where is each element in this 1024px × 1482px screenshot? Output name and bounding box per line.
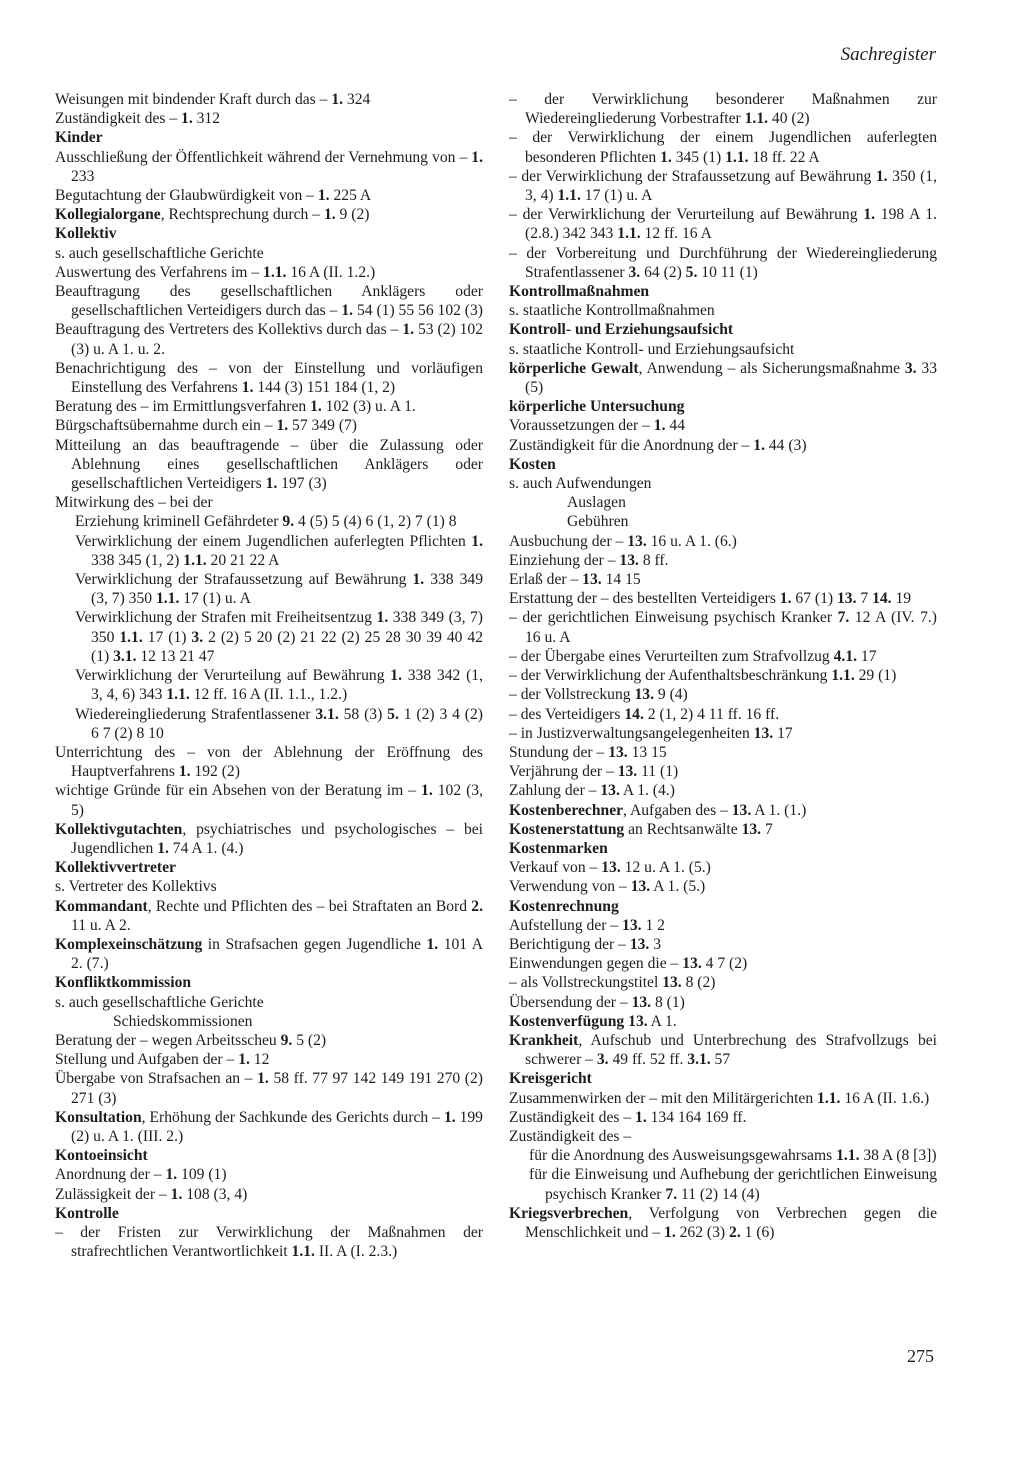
index-entry: Kollektiv	[55, 225, 117, 243]
index-entry: s. auch Aufwendungen	[509, 475, 652, 493]
index-entry: – in Justizverwaltungsangelegenheiten 13. 17	[509, 724, 793, 742]
index-entry: – der Verwirklichung der Aufenthaltsbeschränkung 1.1. 29 (1)	[509, 667, 897, 685]
index-column-left	[55, 90, 483, 1261]
index-entry: Kriegsverbrechen, Verfolgung von Verbrechen gegen die Menschlichkeit und – 1. 262 (3) 2. 1 (6)	[509, 1204, 937, 1241]
index-entry: Kollektivvertreter	[55, 859, 176, 877]
index-entry: Krankheit, Aufschub und Unterbrechung des Strafvollzugs bei schwerer – 3. 49 ff. 52 ff. 3.1. 57	[509, 1031, 937, 1069]
index-entry: Erlaß der – 13. 14 15	[509, 571, 641, 589]
index-entry: – der Verwirklichung besonderer Maßnahmen zur Wiedereingliederung Vorbestrafter 1.1. 40 (2)	[509, 91, 937, 128]
index-entry: Weisungen mit bindender Kraft durch das – 1. 324	[55, 91, 371, 108]
index-entry: Konfliktkommission	[55, 974, 192, 992]
index-entry: Kontroll- und Erziehungsaufsicht	[509, 321, 734, 339]
index-entry: Beratung der – wegen Arbeitsscheu 9. 5 (2)	[55, 1031, 327, 1049]
index-entry: – der Fristen zur Verwirklichung der Maßnahmen der strafrechtlichen Verantwortlichkeit 1.1. II. A (I. 2.3.)	[55, 1223, 483, 1261]
index-entry: s. auch gesellschaftliche Gerichte	[55, 993, 264, 1011]
index-entry: Verwendung von – 13. A 1. (5.)	[509, 878, 706, 896]
index-entry: Mitwirkung des – bei der	[55, 494, 213, 512]
index-entry: – der Übergabe eines Verurteilten zum Strafvollzug 4.1. 17	[509, 647, 877, 665]
index-entry: Kosten	[509, 455, 556, 473]
index-entry: Verwirklichung der einem Jugendlichen auferlegten Pflichten 1. 338 345 (1, 2) 1.1. 20 21 22 A	[75, 532, 483, 569]
index-entry: Ausschließung der Öffentlichkeit während der Vernehmung von – 1. 233	[55, 148, 483, 185]
index-entry: Erstattung der – des bestellten Verteidigers 1. 67 (1) 13. 7 14. 19	[509, 590, 912, 608]
index-entry: Unterrichtung des – von der Ablehnung der Eröffnung des Hauptverfahrens 1. 192 (2)	[55, 743, 483, 781]
index-entry: für die Anordnung des Ausweisungsgewahrsams 1.1. 38 A (8 [3])	[529, 1147, 937, 1165]
index-entry: – der Vollstreckung 13. 9 (4)	[509, 686, 688, 704]
index-entry: Verwirklichung der Strafen mit Freiheitsentzug 1. 338 349 (3, 7) 350 1.1. 17 (1) 3. 2 (2) 5 20 (2) 21 22 (2) 25 28 30 39 40 42 (1) 3.1. 12 13 21 47	[75, 609, 483, 665]
index-entry: Kinder	[55, 129, 103, 147]
index-entry: s. staatliche Kontrollmaßnahmen	[509, 302, 715, 320]
index-entry: Mitteilung an das beauftragende – über die Zulassung oder Ablehnung eines gesellschaftlichen Anklägers oder gesellschaftlichen Verteidigers 1. 197 (3)	[55, 436, 483, 493]
index-entry: Berichtigung der – 13. 3	[509, 935, 662, 953]
index-entry: Kostenverfügung 13. A 1.	[509, 1012, 677, 1030]
index-entry: – der Verwirklichung der einem Jugendlichen auferlegten besonderen Pflichten 1. 345 (1) 1.1. 18 ff. 22 A	[509, 129, 937, 166]
index-entry: Kontrolle	[55, 1204, 119, 1222]
index-entry: Ausbuchung der – 13. 16 u. A 1. (6.)	[509, 532, 737, 550]
index-entry: Aufstellung der – 13. 1 2	[509, 916, 665, 934]
index-entry: Auslagen	[567, 494, 626, 512]
index-entry: Kreisgericht	[509, 1070, 592, 1088]
index-entry: Bürgschaftsübernahme durch ein – 1. 57 349 (7)	[55, 417, 358, 435]
index-entry: Erziehung kriminell Gefährdeter 9. 4 (5) 5 (4) 6 (1, 2) 7 (1) 8	[75, 513, 457, 531]
index-entry: Beratung des – im Ermittlungsverfahren 1. 102 (3) u. A 1.	[55, 398, 416, 416]
index-entry: körperliche Untersuchung	[509, 398, 685, 416]
index-entry: Konsultation, Erhöhung der Sachkunde des Gerichts durch – 1. 199 (2) u. A 1. (III. 2.)	[55, 1108, 483, 1145]
index-entry: Verkauf von – 13. 12 u. A 1. (5.)	[509, 859, 711, 877]
index-entry: Kollektivgutachten, psychiatrisches und psychologisches – bei Jugendlichen 1. 74 A 1. (4.)	[55, 820, 483, 857]
index-entry: Kontrollmaßnahmen	[509, 283, 650, 301]
index-entry: – der Vorbereitung und Durchführung der Wiedereingliederung Strafentlassener 3. 64 (2) 5. 10 11 (1)	[509, 244, 937, 281]
index-entry: Kollegialorgane, Rechtsprechung durch – 1. 9 (2)	[55, 206, 370, 224]
index-entry: – der gerichtlichen Einweisung psychisch Kranker 7. 12 A (IV. 7.) 16 u. A	[509, 609, 937, 646]
index-entry: Einziehung der – 13. 8 ff.	[509, 551, 669, 569]
index-entry: – der Verwirklichung der Verurteilung auf Bewährung 1. 198 A 1. (2.8.) 342 343 1.1. 12 ff. 16 A	[509, 206, 937, 243]
index-entry: Kostenberechner, Aufgaben des – 13. A 1. (1.)	[509, 801, 807, 819]
index-entry: Zulässigkeit der – 1. 108 (3, 4)	[55, 1185, 248, 1203]
index-entry: Kontoeinsicht	[55, 1147, 148, 1165]
index-entry: Stellung und Aufgaben der – 1. 12	[55, 1051, 270, 1069]
index-entry: Beauftragung des gesellschaftlichen Anklägers oder gesellschaftlichen Verteidigers durch das – 1. 54 (1) 55 56 102 (3)	[55, 283, 483, 320]
index-entry: – der Verwirklichung der Strafaussetzung auf Bewährung 1. 350 (1, 3, 4) 1.1. 17 (1) u. A	[509, 167, 937, 205]
index-entry: Wiedereingliederung Strafentlassener 3.1. 58 (3) 5. 1 (2) 3 4 (2) 6 7 (2) 8 10	[75, 705, 483, 742]
index-entry: Beauftragung des Vertreters des Kollektivs durch das – 1. 53 (2) 102 (3) u. A 1. u. 2.	[55, 321, 483, 358]
index-entry: s. Vertreter des Kollektivs	[55, 878, 217, 896]
index-entry: Stundung der – 13. 13 15	[509, 743, 667, 761]
index-entry: Benachrichtigung des – von der Einstellung und vorläufigen Einstellung des Verfahrens 1. 144 (3) 151 184 (1, 2)	[55, 359, 483, 397]
index-entry: Voraussetzungen der – 1. 44	[509, 417, 685, 435]
index-entry: Auswertung des Verfahrens im – 1.1. 16 A (II. 1.2.)	[55, 263, 376, 281]
index-entry: Verwirklichung der Strafaussetzung auf Bewährung 1. 338 349 (3, 7) 350 1.1. 17 (1) u. A	[75, 571, 484, 608]
index-entry: Verwirklichung der Verurteilung auf Bewährung 1. 338 342 (1, 3, 4, 6) 343 1.1. 12 ff. 16 A (II. 1.1., 1.2.)	[75, 667, 483, 704]
page-number: 275	[907, 1346, 934, 1366]
index-entry: Einwendungen gegen die – 13. 4 7 (2)	[509, 955, 748, 973]
index-entry: Zuständigkeit für die Anordnung der – 1. 44 (3)	[509, 436, 807, 454]
index-entry: wichtige Gründe für ein Absehen von der Beratung im – 1. 102 (3, 5)	[55, 782, 483, 819]
index-column-right	[509, 90, 937, 1242]
index-entry: Zuständigkeit des – 1. 312	[55, 110, 221, 128]
index-entry: Anordnung der – 1. 109 (1)	[55, 1166, 227, 1184]
index-entry: Kostenerstattung an Rechtsanwälte 13. 7	[509, 820, 773, 838]
running-header: Sachregister	[840, 44, 936, 65]
index-entry: Verjährung der – 13. 11 (1)	[509, 763, 679, 781]
index-entry: Zuständigkeit des –	[509, 1127, 632, 1145]
index-entry: Übersendung der – 13. 8 (1)	[509, 993, 685, 1011]
index-entry: s. auch gesellschaftliche Gerichte	[55, 244, 264, 262]
index-entry: Kostenmarken	[509, 839, 608, 857]
index-entry: Kommandant, Rechte und Pflichten des – bei Straftaten an Bord 2. 11 u. A 2.	[55, 897, 483, 934]
index-entry: für die Einweisung und Aufhebung der gerichtlichen Einweisung psychisch Kranker 7. 11 (2) 14 (4)	[529, 1166, 937, 1203]
index-entry: Übergabe von Strafsachen an – 1. 58 ff. 77 97 142 149 191 270 (2) 271 (3)	[55, 1070, 483, 1107]
index-entry: Zuständigkeit des – 1. 134 164 169 ff.	[509, 1108, 747, 1126]
index-entry: Komplexeinschätzung in Strafsachen gegen Jugendliche 1. 101 A 2. (7.)	[55, 935, 484, 973]
index-entry: – als Vollstreckungstitel 13. 8 (2)	[509, 974, 716, 992]
index-entry: Gebühren	[567, 513, 629, 531]
index-entry: Kostenrechnung	[509, 897, 619, 915]
index-entry: s. staatliche Kontroll- und Erziehungsaufsicht	[509, 340, 795, 358]
index-entry: Zusammenwirken der – mit den Militärgerichten 1.1. 16 A (II. 1.6.)	[509, 1089, 930, 1107]
index-entry: – des Verteidigers 14. 2 (1, 2) 4 11 ff. 16 ff.	[509, 705, 780, 723]
index-entry: Schiedskommissionen	[113, 1012, 253, 1030]
index-entry: körperliche Gewalt, Anwendung – als Sicherungsmaßnahme 3. 33 (5)	[509, 359, 937, 397]
index-entry: Begutachtung der Glaubwürdigkeit von – 1. 225 A	[55, 187, 372, 205]
index-entry: Zahlung der – 13. A 1. (4.)	[509, 782, 675, 800]
